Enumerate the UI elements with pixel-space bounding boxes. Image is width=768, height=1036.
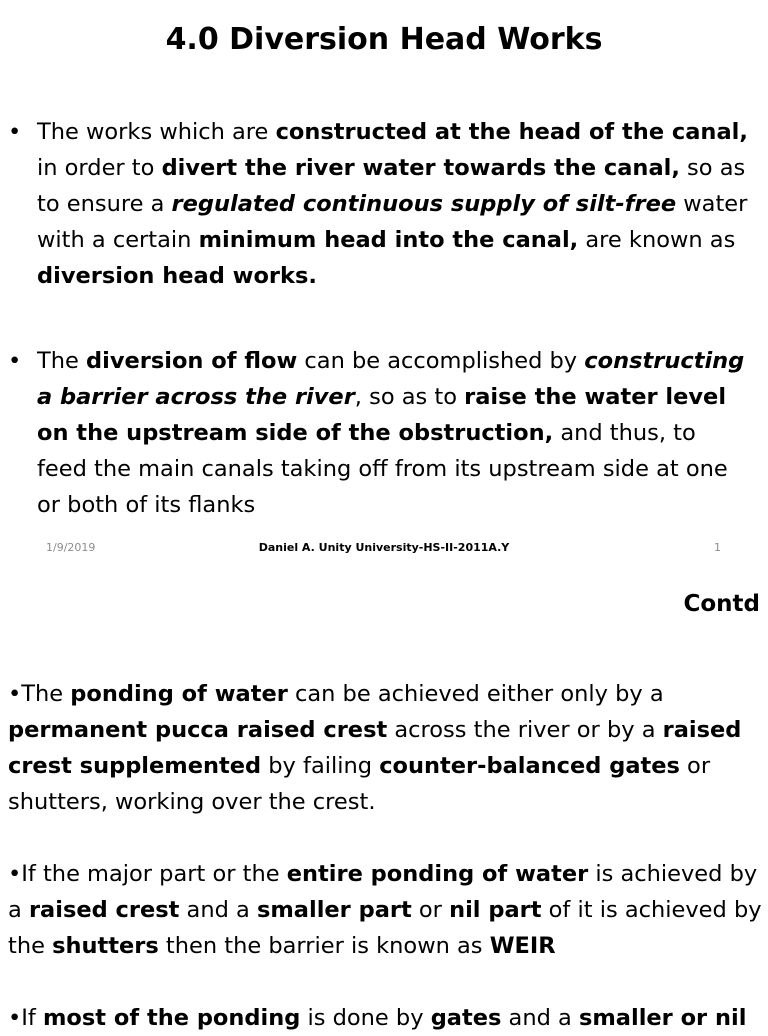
emphasis-text: divert the river water towards the canal, — [161, 155, 680, 181]
text-run: are known as — [578, 227, 736, 253]
emphasis-text: constructing a barrier across the river — [37, 348, 745, 410]
emphasis-text: shutters — [52, 933, 159, 959]
emphasis-text: constructed at the head of the canal, — [275, 119, 748, 145]
bullet-item — [8, 343, 750, 523]
text-run: is achieved by a — [8, 861, 758, 923]
text-run: and a — [179, 897, 257, 923]
footer-date: 1/9/2019 — [46, 541, 96, 554]
text-run: by failing — [261, 753, 380, 779]
text-run: or shutters, working over the crest. — [8, 753, 711, 815]
emphasis-text: diversion of flow — [86, 348, 298, 374]
emphasis-text: permanent pucca raised crest — [8, 717, 388, 743]
paragraph — [8, 676, 763, 820]
text-run: •If the major part or the — [8, 861, 287, 887]
emphasis-text: nil part — [449, 897, 542, 923]
paragraph — [8, 856, 763, 964]
text-run: can be achieved either only by a — [287, 681, 664, 707]
slide-heading: Contd — [683, 591, 760, 617]
text-run: and thus, to feed the main canals taking off from its upstream side at one or both of its flanks — [37, 420, 728, 518]
bullet-dot: • — [8, 119, 22, 145]
text-run: The — [37, 348, 86, 374]
text-run: can be accomplished by — [297, 348, 585, 374]
text-run: water with a certain — [37, 191, 748, 253]
text-run: •The — [8, 681, 71, 707]
bullet-item — [8, 114, 750, 294]
emphasis-text: raise the water level on the upstream side of the obstruction, — [37, 384, 727, 446]
bullet-text — [37, 343, 750, 523]
emphasis-text: regulated continuous supply of silt-free — [171, 191, 677, 217]
text-run: is done by — [300, 1005, 431, 1031]
text-run: of it is achieved by the — [8, 897, 762, 959]
emphasis-text: minimum head into the canal, — [198, 227, 579, 253]
emphasis-text: counter-balanced gates — [379, 753, 680, 779]
text-run: The works which are — [37, 119, 276, 145]
slide-2 — [0, 565, 768, 1031]
bullet-text — [37, 114, 750, 294]
text-run: so as to ensure a — [37, 155, 746, 217]
text-run: or — [411, 897, 450, 923]
emphasis-text: gates — [430, 1005, 502, 1031]
emphasis-text: smaller or nil — [578, 1005, 747, 1031]
emphasis-text: WEIR — [489, 933, 556, 959]
text-run: in order to — [37, 155, 162, 181]
text-run: across the river or by a — [387, 717, 663, 743]
emphasis-text: raised crest — [28, 897, 180, 923]
text-run: •If — [8, 1005, 43, 1031]
emphasis-text: most of the ponding — [42, 1005, 301, 1031]
emphasis-text: entire ponding of water — [286, 861, 589, 887]
emphasis-text: smaller part — [256, 897, 412, 923]
footer-author: Daniel A. Unity University-HS-II-2011A.Y — [258, 541, 510, 554]
emphasis-text: diversion head works. — [37, 263, 317, 289]
emphasis-text: ponding of water — [70, 681, 288, 707]
slide-title: 4.0 Diversion Head Works — [165, 22, 603, 57]
text-run: , so as to — [354, 384, 465, 410]
text-run: then the barrier is known as — [158, 933, 490, 959]
emphasis-text: raised crest supplemented — [8, 717, 742, 779]
paragraph — [8, 1000, 763, 1036]
footer-page-number: 1 — [714, 541, 721, 554]
bullet-dot: • — [8, 348, 22, 374]
text-run: and a — [501, 1005, 579, 1031]
